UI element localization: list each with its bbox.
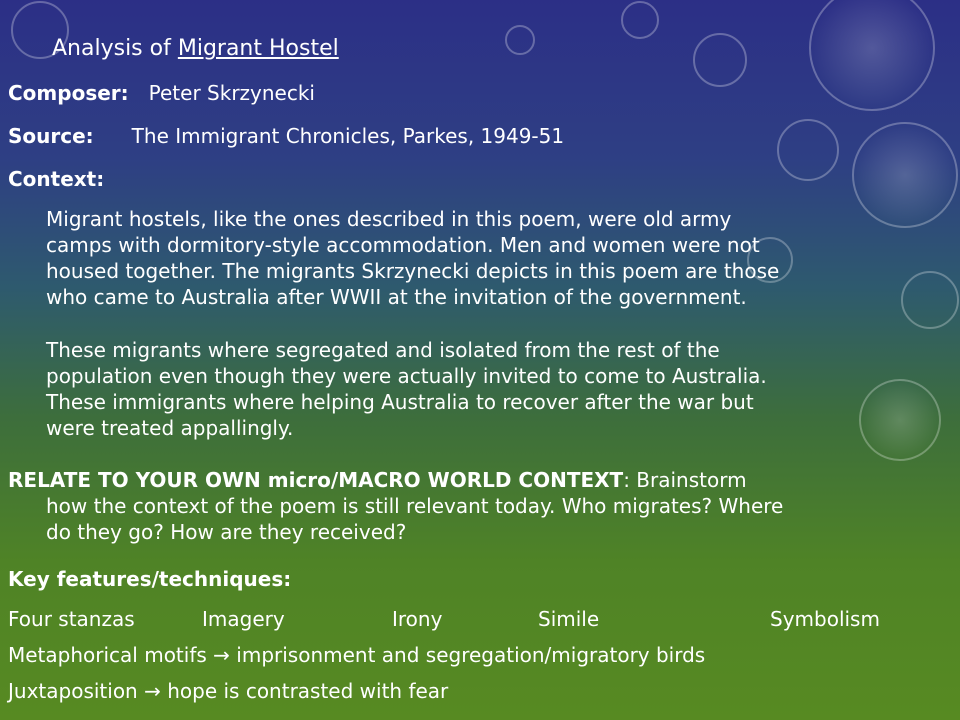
context-p1-line: Migrant hostels, like the ones described in this poem, were old army (46, 207, 732, 231)
context-paragraph-1 (46, 206, 779, 310)
feature-item: Symbolism (770, 607, 880, 631)
title-prefix: Analysis of (52, 36, 178, 61)
relate-line1-rest: : Brainstorm (623, 468, 747, 492)
feature-item: Simile (538, 607, 600, 631)
relate-line-2: how the context of the poem is still relevant today. Who migrates? Where (46, 494, 784, 518)
composer-label: Composer: (8, 81, 129, 105)
context-label: Context: (8, 167, 105, 191)
juxtaposition-line (8, 678, 448, 704)
poem-title: Migrant Hostel (177, 36, 339, 61)
feature-item: Imagery (202, 607, 285, 631)
context-paragraph-2 (46, 337, 767, 441)
context-p1-line: housed together. The migrants Skrzynecki depicts in this poem are those (46, 259, 780, 283)
motifs-prefix: Metaphorical motifs (8, 643, 214, 667)
context-p1-line: who came to Australia after WWII at the invitation of the government. (46, 285, 747, 309)
source-label: Source: (8, 124, 94, 148)
juxtaposition-prefix: Juxtaposition (8, 679, 145, 703)
composer-value: Peter Skrzynecki (148, 81, 315, 105)
relate-label: RELATE TO YOUR OWN micro/MACRO WORLD CONTEXT (8, 468, 624, 492)
slide-title (52, 36, 339, 62)
arrow-right-icon: → (213, 643, 230, 667)
relate-line-3: do they go? How are they received? (46, 520, 407, 544)
composer-line (8, 80, 315, 106)
source-line (8, 123, 564, 149)
arrow-right-icon: → (144, 679, 161, 703)
motifs-text: imprisonment and segregation/migratory birds (229, 643, 706, 667)
feature-item: Irony (392, 607, 443, 631)
context-p1-line: camps with dormitory-style accommodation. Men and women were not (46, 233, 760, 257)
motifs-line (8, 642, 705, 668)
juxtaposition-text: hope is contrasted with fear (160, 679, 449, 703)
context-p2-line: These migrants where segregated and isolated from the rest of the (46, 338, 720, 362)
feature-item: Four stanzas (8, 607, 135, 631)
source-value: The Immigrant Chronicles, Parkes, 1949-51 (131, 124, 565, 148)
relate-line-1 (8, 467, 783, 493)
features-label: Key features/techniques: (8, 567, 292, 591)
relate-paragraph (8, 467, 783, 545)
context-p2-line: were treated appallingly. (46, 416, 294, 440)
context-p2-line: population even though they were actually invited to come to Australia. (46, 364, 767, 388)
context-p2-line: These immigrants where helping Australia to recover after the war but (46, 390, 754, 414)
